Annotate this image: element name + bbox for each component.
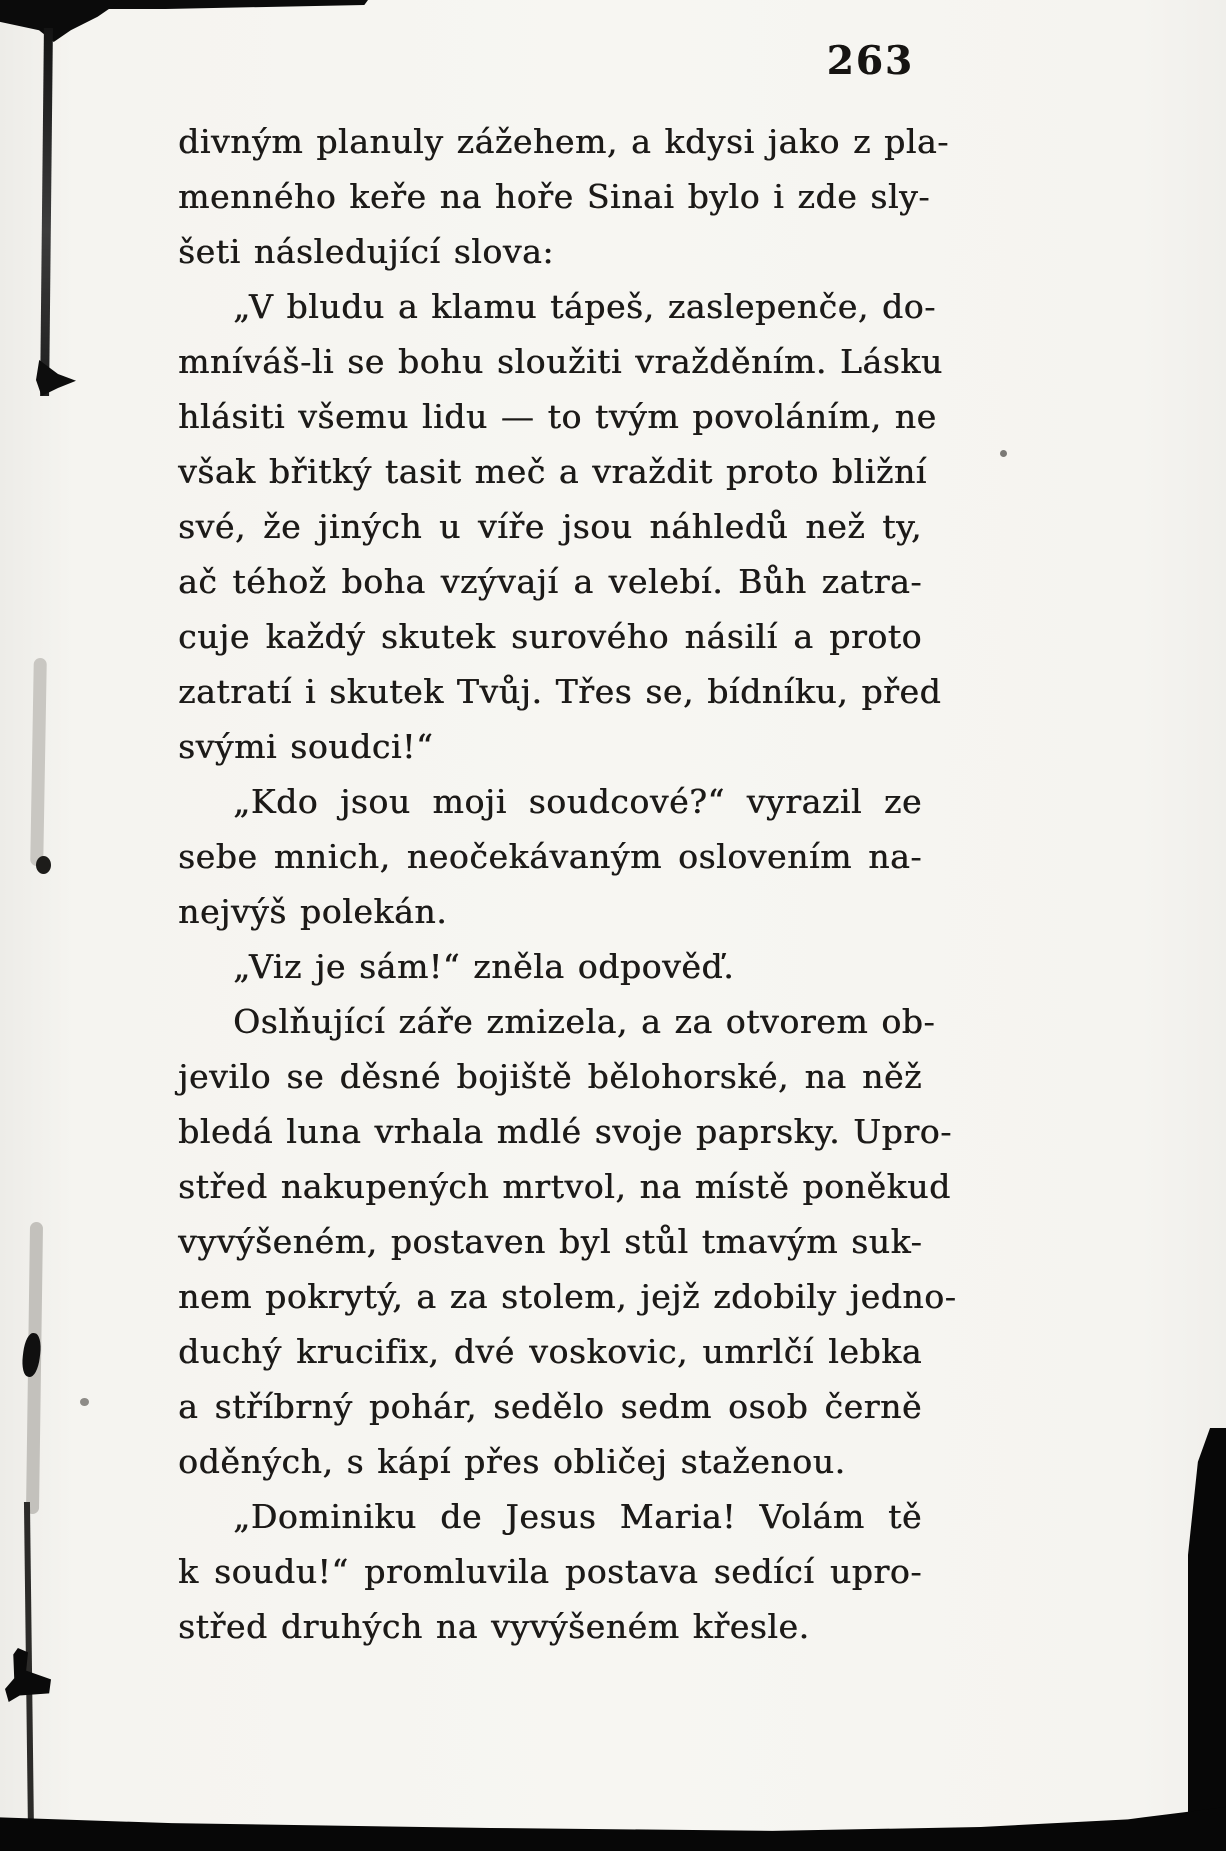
text-line: sebe mnich, neočekávaným oslovením na- — [178, 837, 922, 876]
text-line: mníváš-li se bohu sloužiti vražděním. Lásku — [178, 342, 943, 381]
scan-artifact-right-edge-band — [1188, 1428, 1226, 1851]
page-number: 263 — [826, 38, 914, 84]
text-line: šeti následující slova: — [178, 232, 554, 271]
text-line: a stříbrný pohár, sedělo sedm osob černě — [178, 1387, 922, 1426]
text-line: „Dominiku de Jesus Maria! Volám tě — [233, 1497, 922, 1536]
text-line: bledá luna vrhala mdlé svoje paprsky. Upro- — [178, 1112, 952, 1151]
text-line: Oslňující záře zmizela, a za otvorem ob- — [233, 1002, 936, 1041]
text-line: nejvýš polekán. — [178, 892, 448, 931]
text-line: oděných, s kápí přes obličej staženou. — [178, 1442, 846, 1481]
text-line: menného keře na hoře Sinai bylo i zde sly- — [178, 177, 930, 216]
scan-artifact-left-vertical-line — [40, 28, 53, 396]
text-line: zatratí i skutek Tvůj. Třes se, bídníku, před — [178, 672, 942, 711]
text-line: „Viz je sám!“ zněla odpověď. — [233, 947, 735, 986]
text-line: střed nakupených mrtvol, na místě poněkud — [178, 1167, 951, 1206]
text-line: „Kdo jsou moji soudcové?“ vyrazil ze — [233, 782, 922, 821]
text-line: „V bludu a klamu tápeš, zaslepenče, do- — [233, 287, 936, 326]
text-line: střed druhých na vyvýšeném křesle. — [178, 1607, 810, 1646]
scan-artifact-left-blob-lower — [20, 1332, 42, 1378]
text-line: vyvýšeném, postaven byl stůl tmavým suk- — [178, 1222, 923, 1261]
text-line: však břitký tasit meč a vraždit proto bližní — [178, 452, 927, 491]
scan-artifact-bottom-left-line — [24, 1502, 34, 1837]
scan-artifact-top-left-wedge — [0, 0, 122, 42]
text-line: cuje každý skutek surového násilí a proto — [178, 617, 922, 656]
scan-artifact-left-streak-upper — [30, 658, 47, 866]
scan-artifact-top-edge-bar — [0, 0, 368, 9]
text-line: ač téhož boha vzývají a velebí. Bůh zatra- — [178, 562, 922, 601]
text-line: k soudu!“ promluvila postava sedící upro- — [178, 1552, 922, 1591]
text-line: svými soudci!“ — [178, 727, 434, 766]
text-line: duchý krucifix, dvé voskovic, umrlčí lebka — [178, 1332, 922, 1371]
scan-artifact-left-streak-lower — [26, 1222, 43, 1514]
scan-artifact-bottom-edge-bar — [0, 1803, 1226, 1851]
text-line: své, že jiných u víře jsou náhledů než ty, — [178, 507, 922, 546]
text-line: jevilo se děsné bojiště bělohorské, na něž — [178, 1057, 922, 1096]
scan-artifact-left-dot-upper — [36, 856, 51, 874]
scan-artifact-right-speck — [1000, 450, 1007, 457]
scan-artifact-line-foot-blob — [36, 356, 76, 396]
scan-artifact-margin-dot — [80, 1398, 89, 1406]
text-line: hlásiti všemu lidu — to tvým povoláním, ne — [178, 397, 937, 436]
scan-artifact-bottom-left-blot — [5, 1648, 51, 1702]
text-line: divným planuly zážehem, a kdysi jako z pla- — [178, 122, 949, 161]
text-line: nem pokrytý, a za stolem, jejž zdobily jedno- — [178, 1277, 957, 1316]
page-text-block — [178, 114, 957, 1654]
